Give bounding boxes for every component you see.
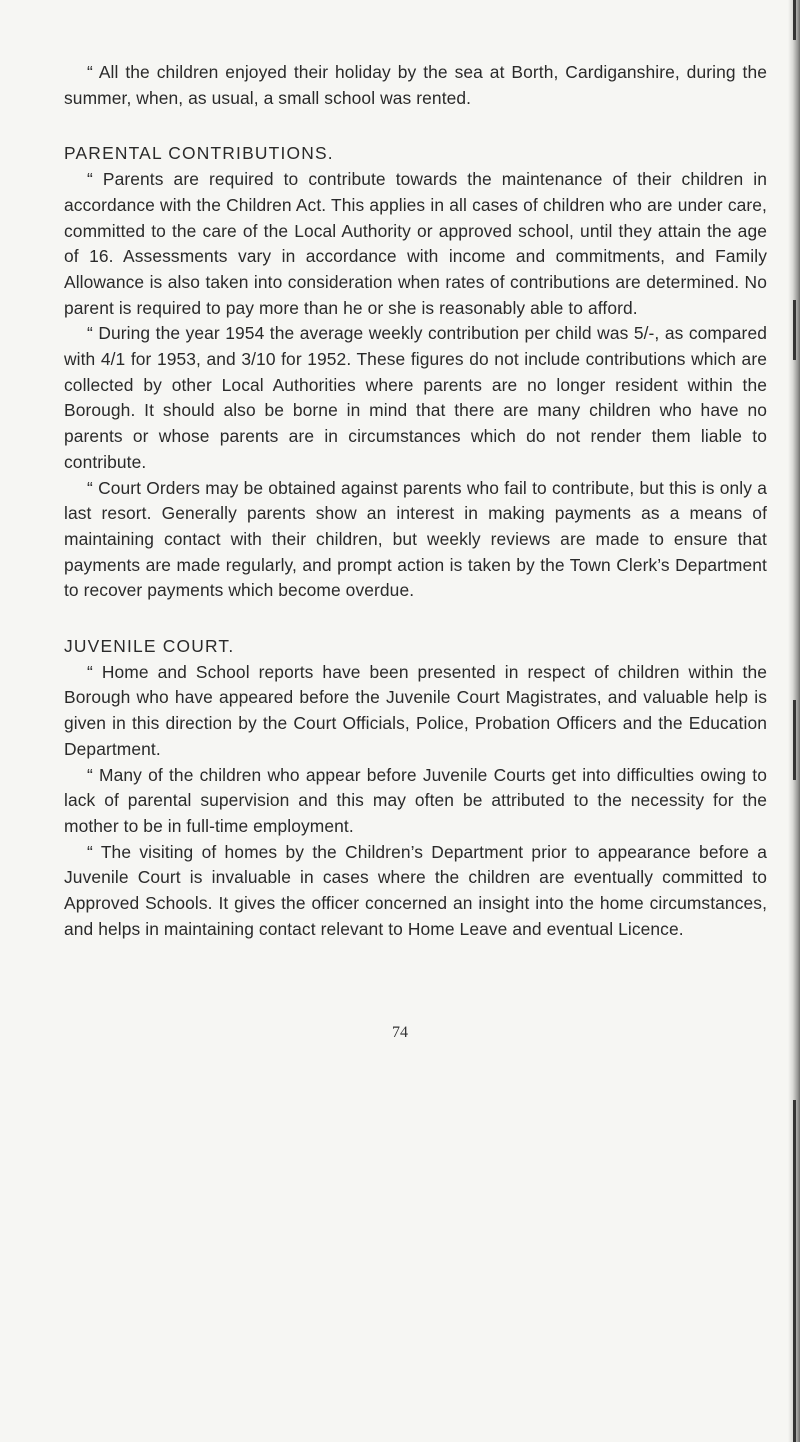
section-juvenile-court	[64, 634, 767, 942]
section-parental-contributions	[64, 141, 767, 604]
paragraph: “ Parents are required to contribute towards the maintenance of their children in accordance with the Children Act. This applies in all cases of children who are under care, committed to the care of the Local Authority or approved school, until they attain the age of 16. Assessments vary in accordance with income and commitments, and Family Allowance is also taken into consideration when rates of contributions are determined. No parent is required to pay more than he or she is reasonably able to afford.	[64, 169, 767, 318]
paragraph: “ The visiting of homes by the Children’s Department prior to appearance before a Juvenile Court is invaluable in cases where the children are eventually committed to Approved Schools. It gives the officer concerned an insight into the home circumstances, and helps in maintaining contact relevant to Home Leave and eventual Licence.	[64, 841, 767, 939]
paragraph: “ Court Orders may be obtained against parents who fail to contribute, but this is only a last resort. Generally parents show an interest in making payments as a means of maintaining contact with their children, but weekly reviews are made to ensure that payments are made regularly, and prompt action is taken by the Town Clerk’s Department to recover payments which become overdue.	[64, 477, 767, 601]
edge-mark	[793, 0, 796, 40]
paragraph: “ During the year 1954 the average weekly contribution per child was 5/-, as compared with 4/1 for 1953, and 3/10 for 1952. These figures do not include contributions which are collected by other Local Authorities where parents are no longer resident within the Borough. It should also be borne in mind that there are many children who have no parents or whose parents are in circumstances which do not render them liable to contribute.	[64, 323, 767, 472]
document-page	[64, 60, 767, 943]
paragraph: “ Home and School reports have been presented in respect of children within the Borough who have appeared before the Juvenile Court Magistrates, and valuable help is given in this direction by the Court Officials, Police, Probation Officers and the Education Department.	[64, 661, 767, 759]
edge-mark	[793, 300, 796, 360]
intro-paragraph: “ All the children enjoyed their holiday by the sea at Borth, Cardiganshire, during the summer, when, as usual, a small school was rented.	[64, 62, 767, 108]
paragraph: “ Many of the children who appear before Juvenile Courts get into difficulties owing to lack of parental supervision and this may often be attributed to the necessity for the mother to be in full-time employment.	[64, 764, 767, 836]
section-heading: JUVENILE COURT.	[64, 636, 235, 657]
edge-mark	[793, 1100, 796, 1442]
page-number: 74	[392, 1024, 408, 1041]
section-heading: PARENTAL CONTRIBUTIONS.	[64, 143, 334, 164]
edge-mark	[793, 700, 796, 780]
